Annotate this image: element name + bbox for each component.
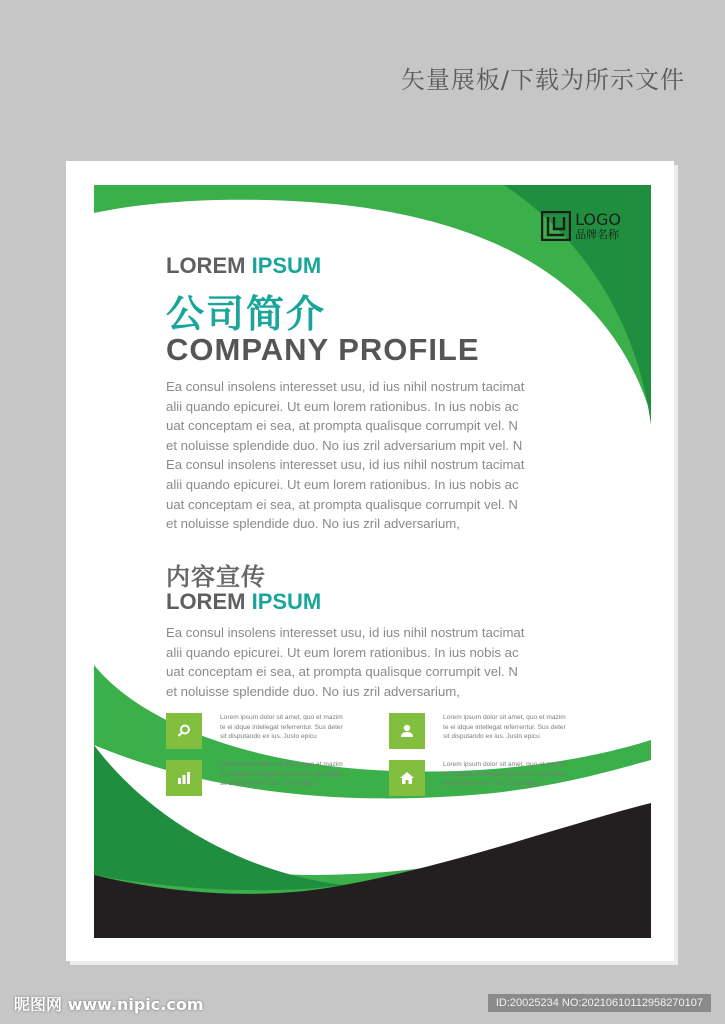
feature-item-home	[389, 760, 599, 796]
logo-mark-icon	[541, 211, 571, 241]
feature-text	[220, 760, 370, 796]
paragraph-line: alii quando epicurei. Ut eum lorem rationibus. In ius nobis ac	[166, 398, 519, 414]
cn-title: 公司简介	[166, 292, 327, 336]
heading-lorem-ipsum-2	[166, 589, 321, 615]
feature-line: sit disputando ex ius. Justo epicu	[443, 733, 540, 740]
logo-brand-name: 品牌名称	[575, 228, 620, 241]
paragraph-line: Ea consul insolens interesset usu, id ius nihil nostrum tacimat	[166, 457, 525, 473]
paragraph-line: uat conceptam ei sea, at prompta qualisque corrumpit vel. N	[166, 496, 518, 512]
feature-line: Lorem ipsum dolor sit amet, quo et mazim	[220, 714, 343, 721]
heading-lorem-ipsum	[166, 253, 321, 279]
image-id-label: ID:20025234 NO:20210610112958270107	[488, 994, 711, 1012]
feature-icon-box	[389, 713, 425, 749]
bar-chart-icon	[176, 770, 192, 786]
feature-line: te ei idque intellegat referrentur. Sus deter	[443, 770, 566, 778]
feature-icon-box	[389, 760, 425, 796]
feature-item-chart	[166, 760, 376, 796]
search-icon	[176, 723, 192, 739]
feature-line: te ei idque intellegat referrentur. Sus deter	[220, 723, 343, 731]
cn-subtitle: 内容宣传	[166, 563, 266, 591]
feature-item-search	[166, 713, 376, 749]
logo-text: LOGO	[575, 210, 621, 229]
feature-line: Lorem ipsum dolor sit amet, quo et mazim	[443, 714, 566, 721]
user-icon	[399, 723, 415, 739]
intro-paragraph	[166, 377, 586, 534]
feature-line: te ei idque intellegat referrentur. Sus deter	[443, 723, 566, 731]
poster	[94, 185, 651, 938]
paragraph-line: alii quando epicurei. Ut eum lorem rationibus. In ius nobis ac	[166, 644, 519, 660]
feature-text	[443, 760, 593, 796]
feature-line: sit disputando ex ius. Justo epicu	[220, 780, 317, 787]
top-caption: 矢量展板/下载为所示文件	[400, 66, 685, 94]
paragraph-line: et noluisse splendide duo. No ius zril adversarium,	[166, 516, 460, 532]
feature-line: Lorem ipsum dolor sit amet, quo et mazim	[220, 761, 343, 768]
feature-line: te ei idque intellegat referrentur. Sus deter	[220, 770, 343, 778]
heading-lorem: LOREM	[166, 589, 246, 614]
feature-item-user	[389, 713, 599, 749]
feature-line: Lorem ipsum dolor sit amet, quo et mazim	[443, 761, 566, 768]
paragraph-line: et noluisse splendide duo. No ius zril adversarium mpit vel. N	[166, 437, 523, 453]
feature-line: sit disputando ex ius. Justo epicu	[220, 733, 317, 740]
feature-icon-box	[166, 760, 202, 796]
paragraph-line: uat conceptam ei sea, at prompta qualisque corrumpit vel. N	[166, 664, 518, 680]
feature-line: sit disputando ex ius. Justo epicu	[443, 780, 540, 787]
watermark-site: 昵图网 www.nipic.com	[14, 995, 204, 1014]
brand-logo	[541, 211, 621, 241]
heading-lorem: LOREM	[166, 253, 246, 278]
home-icon	[399, 770, 415, 786]
company-profile-title: COMPANY PROFILE	[166, 332, 480, 367]
heading-ipsum: IPSUM	[251, 253, 322, 278]
paragraph-line: Ea consul insolens interesset usu, id ius nihil nostrum tacimat	[166, 379, 525, 394]
feature-icon-box	[166, 713, 202, 749]
paragraph-line: alii quando epicurei. Ut eum lorem rationibus. In ius nobis ac	[166, 476, 519, 492]
heading-ipsum: IPSUM	[251, 589, 322, 614]
feature-text	[220, 713, 370, 749]
feature-text	[443, 713, 593, 749]
paragraph-line: Ea consul insolens interesset usu, id ius nihil nostrum tacimat	[166, 625, 525, 640]
paragraph-line: uat conceptam ei sea, at prompta qualisque corrumpit vel. N	[166, 418, 518, 434]
paragraph-line: et noluisse splendide duo. No ius zril adversarium,	[166, 683, 460, 699]
content-paragraph	[166, 623, 586, 701]
